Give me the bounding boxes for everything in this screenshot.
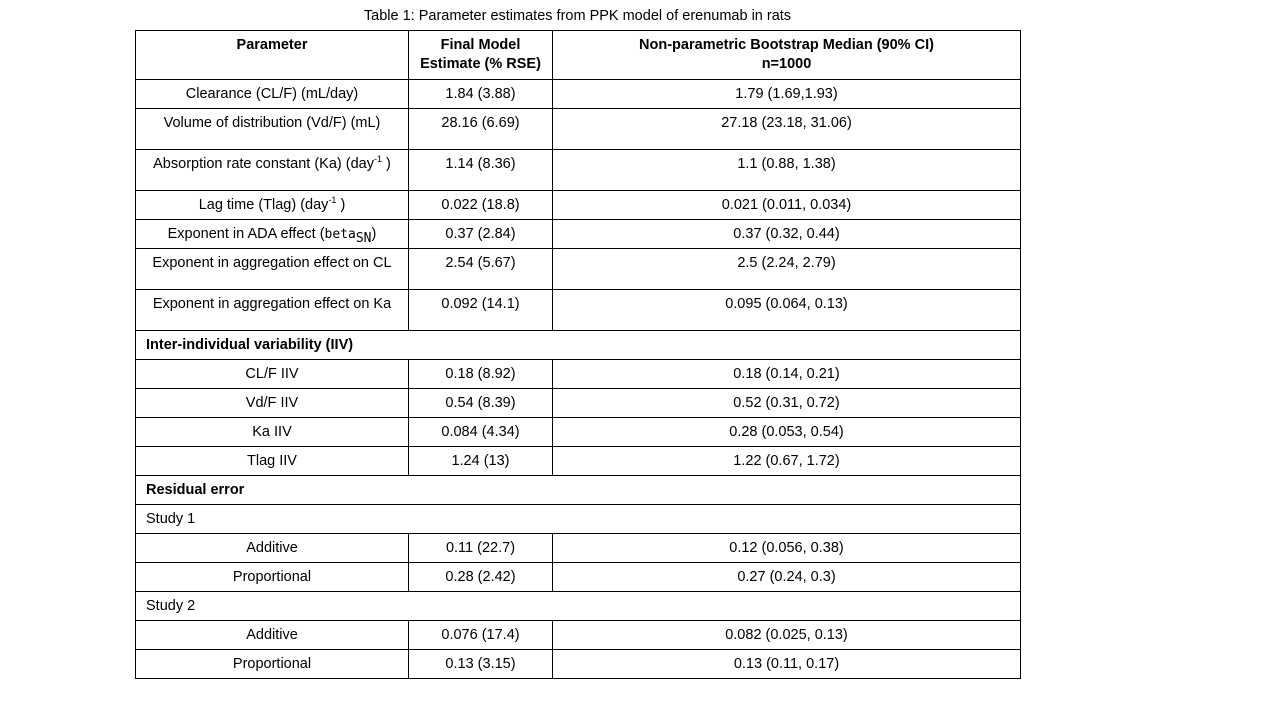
param-text: Lag time (Tlag) (day — [198, 197, 329, 213]
bootstrap-cell: 0.095 (0.064, 0.13) — [553, 290, 1021, 331]
table-row — [136, 150, 1021, 191]
section-row-iiv — [136, 331, 1021, 360]
header-estimate-line1: Final Model — [440, 37, 521, 53]
bootstrap-cell: 1.79 (1.69,1.93) — [553, 80, 1021, 109]
bootstrap-cell: 2.5 (2.24, 2.79) — [553, 249, 1021, 290]
section-title-iiv: Inter-individual variability (IIV) — [136, 331, 1021, 360]
table-row — [136, 389, 1021, 418]
table-row — [136, 621, 1021, 650]
table-row — [136, 80, 1021, 109]
param-cell: Clearance (CL/F) (mL/day) — [136, 80, 409, 109]
header-bootstrap — [553, 31, 1021, 80]
param-text: Absorption rate constant (Ka) (day — [153, 156, 374, 172]
subsection-title-study1: Study 1 — [136, 505, 1021, 534]
estimate-cell: 2.54 (5.67) — [409, 249, 553, 290]
param-cell — [136, 191, 409, 220]
header-estimate-line2: Estimate (% RSE) — [420, 56, 541, 72]
table-row — [136, 249, 1021, 290]
param-cell: Tlag IIV — [136, 447, 409, 476]
table-caption: Table 1: Parameter estimates from PPK model of erenumab in rats — [363, 8, 792, 24]
param-cell: Additive — [136, 621, 409, 650]
param-cell: Volume of distribution (Vd/F) (mL) — [136, 109, 409, 150]
param-cell: Ka IIV — [136, 418, 409, 447]
estimate-cell: 0.54 (8.39) — [409, 389, 553, 418]
header-bootstrap-line2: n=1000 — [761, 56, 812, 72]
table-row — [136, 191, 1021, 220]
bootstrap-cell: 0.37 (0.32, 0.44) — [553, 220, 1021, 249]
table-row — [136, 563, 1021, 592]
estimate-cell: 0.13 (3.15) — [409, 650, 553, 679]
estimate-cell: 1.14 (8.36) — [409, 150, 553, 191]
estimate-cell: 0.28 (2.42) — [409, 563, 553, 592]
table-row — [136, 360, 1021, 389]
estimate-cell: 0.076 (17.4) — [409, 621, 553, 650]
bootstrap-cell: 0.18 (0.14, 0.21) — [553, 360, 1021, 389]
bootstrap-cell: 0.13 (0.11, 0.17) — [553, 650, 1021, 679]
bootstrap-cell: 0.52 (0.31, 0.72) — [553, 389, 1021, 418]
estimate-cell: 1.24 (13) — [409, 447, 553, 476]
bootstrap-cell: 0.28 (0.053, 0.54) — [553, 418, 1021, 447]
param-text-end: ) — [336, 197, 346, 213]
estimate-cell: 0.022 (18.8) — [409, 191, 553, 220]
param-cell: Proportional — [136, 563, 409, 592]
estimate-cell: 0.084 (4.34) — [409, 418, 553, 447]
bootstrap-cell: 1.22 (0.67, 1.72) — [553, 447, 1021, 476]
table-row — [136, 290, 1021, 331]
superscript: -1 — [373, 154, 382, 165]
subscript: SN — [355, 230, 372, 246]
superscript: -1 — [328, 195, 337, 206]
section-title-residual: Residual error — [136, 476, 1021, 505]
header-bootstrap-line1: Non-parametric Bootstrap Median (90% CI) — [639, 37, 934, 53]
estimate-cell: 0.37 (2.84) — [409, 220, 553, 249]
estimate-cell: 0.18 (8.92) — [409, 360, 553, 389]
estimate-cell: 1.84 (3.88) — [409, 80, 553, 109]
bootstrap-cell: 0.021 (0.011, 0.034) — [553, 191, 1021, 220]
header-estimate — [409, 31, 553, 80]
parameter-table — [135, 30, 1021, 679]
param-cell: CL/F IIV — [136, 360, 409, 389]
table-row — [136, 534, 1021, 563]
estimate-cell: 0.092 (14.1) — [409, 290, 553, 331]
param-cell — [136, 150, 409, 191]
param-cell: Proportional — [136, 650, 409, 679]
table-row — [136, 109, 1021, 150]
table-row — [136, 650, 1021, 679]
estimate-cell: 28.16 (6.69) — [409, 109, 553, 150]
param-cell: Exponent in aggregation effect on CL — [136, 249, 409, 290]
bootstrap-cell: 27.18 (23.18, 31.06) — [553, 109, 1021, 150]
bootstrap-cell: 0.082 (0.025, 0.13) — [553, 621, 1021, 650]
param-cell: Vd/F IIV — [136, 389, 409, 418]
param-text-end: ) — [371, 226, 377, 242]
section-row-residual — [136, 476, 1021, 505]
subsection-row-study1 — [136, 505, 1021, 534]
param-cell — [136, 220, 409, 249]
beta-symbol: beta — [324, 227, 356, 242]
estimate-cell: 0.11 (22.7) — [409, 534, 553, 563]
bootstrap-cell: 1.1 (0.88, 1.38) — [553, 150, 1021, 191]
param-cell: Additive — [136, 534, 409, 563]
header-row — [136, 31, 1021, 80]
table-row — [136, 418, 1021, 447]
subsection-title-study2: Study 2 — [136, 592, 1021, 621]
param-text-end: ) — [382, 156, 391, 172]
param-cell: Exponent in aggregation effect on Ka — [136, 290, 409, 331]
table-row — [136, 447, 1021, 476]
subsection-row-study2 — [136, 592, 1021, 621]
table-row — [136, 220, 1021, 249]
bootstrap-cell: 0.12 (0.056, 0.38) — [553, 534, 1021, 563]
header-parameter: Parameter — [136, 31, 409, 80]
param-text: Exponent in ADA effect ( — [167, 226, 325, 242]
bootstrap-cell: 0.27 (0.24, 0.3) — [553, 563, 1021, 592]
